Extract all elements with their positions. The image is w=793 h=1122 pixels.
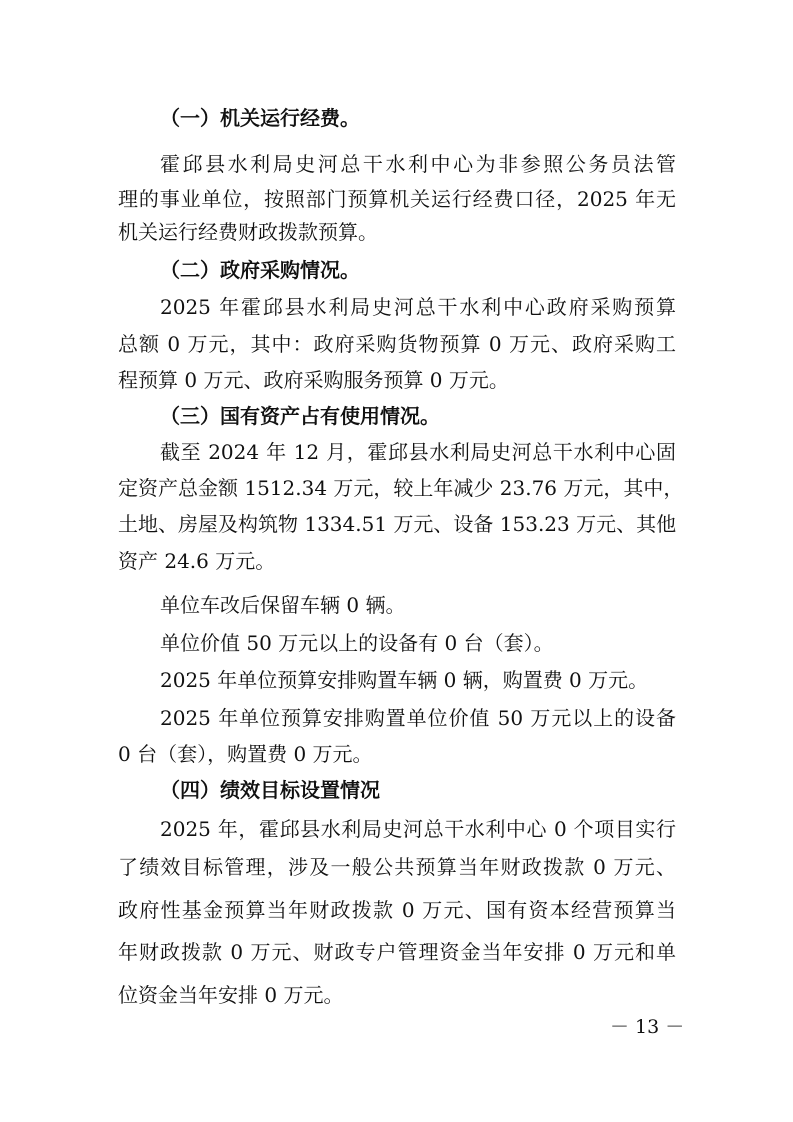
paragraph-line: 0 台（套），购置费 0 万元。: [118, 742, 373, 766]
paragraph-line: 土地、房屋及构筑物 1334.51 万元、设备 153.23 万元、其他: [118, 512, 677, 536]
paragraph-line: 位资金当年安排 0 万元。: [118, 983, 344, 1007]
paragraph-line: 截至 2024 年 12 月，霍邱县水利局史河总干水利中心固: [160, 440, 676, 464]
section-heading: （三）国有资产占有使用情况。: [160, 404, 440, 428]
paragraph-line: 了绩效目标管理，涉及一般公共预算当年财政拨款 0 万元、: [118, 855, 676, 879]
paragraph-line: 2025 年霍邱县水利局史河总干水利中心政府采购预算: [160, 295, 676, 319]
paragraph-line: 机关运行经费财政拨款预算。: [118, 220, 378, 244]
section-heading: （一）机关运行经费。: [160, 106, 360, 130]
paragraph-line: 定资产总金额 1512.34 万元，较上年减少 23.76 万元，其中，: [118, 476, 684, 500]
paragraph-line: 理的事业单位，按照部门预算机关运行经费口径，2025 年无: [118, 187, 676, 211]
paragraph-line: 单位车改后保留车辆 0 辆。: [160, 593, 406, 617]
paragraph-line: 总额 0 万元，其中：政府采购货物预算 0 万元、政府采购工: [118, 332, 676, 356]
paragraph-line: 年财政拨款 0 万元、财政专户管理资金当年安排 0 万元和单: [118, 940, 676, 964]
section-heading: （四）绩效目标设置情况: [160, 778, 380, 802]
paragraph-line: 程预算 0 万元、政府采购服务预算 0 万元。: [118, 368, 509, 392]
paragraph-line: 霍邱县水利局史河总干水利中心为非参照公务员法管: [160, 152, 676, 176]
paragraph-line: 2025 年，霍邱县水利局史河总干水利中心 0 个项目实行: [160, 817, 676, 841]
paragraph-line: 2025 年单位预算安排购置单位价值 50 万元以上的设备: [160, 706, 676, 730]
page-number: － 13 －: [610, 1016, 685, 1038]
paragraph-line: 2025 年单位预算安排购置车辆 0 辆，购置费 0 万元。: [160, 668, 649, 692]
section-heading: （二）政府采购情况。: [160, 258, 360, 282]
paragraph-line: 政府性基金预算当年财政拨款 0 万元、国有资本经营预算当: [118, 898, 676, 922]
paragraph-line: 单位价值 50 万元以上的设备有 0 台（套）。: [160, 631, 554, 655]
paragraph-line: 资产 24.6 万元。: [118, 549, 276, 573]
